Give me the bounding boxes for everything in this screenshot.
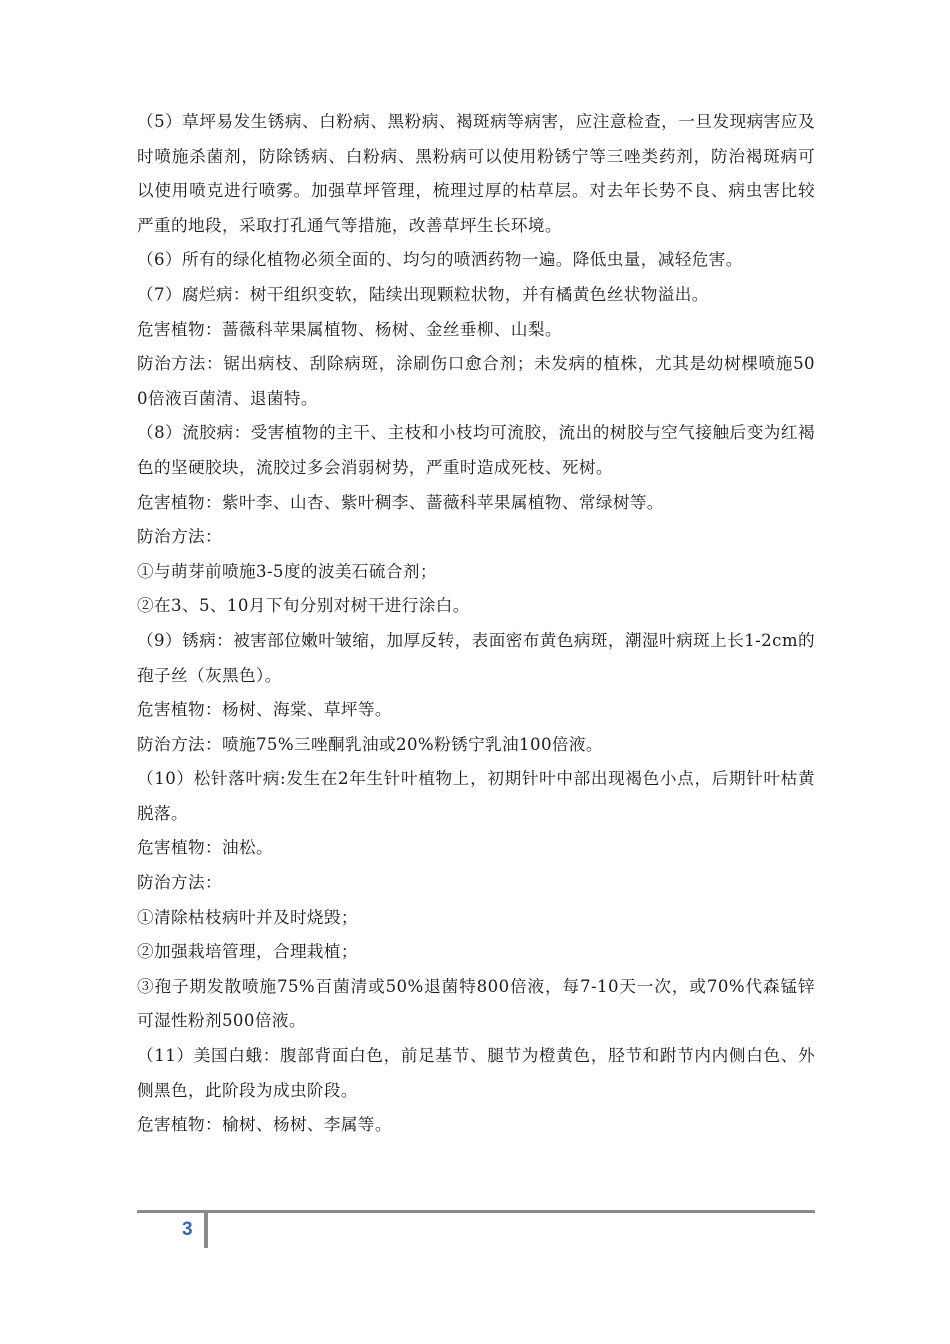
paragraph-5-lawn-diseases: （5）草坪易发生锈病、白粉病、黑粉病、褐斑病等病害，应注意检查，一旦发现病害应及时喷施杀菌剂，防除锈病、白粉病、黑粉病可以使用粉锈宁等三唑类药剂，防治褐斑病可以使用喷克进行喷雾。加强草坪管理，梳理过厚的枯草层。对去年长势不良、病虫害比较严重的地段，采取打孔通气等措施，改善草坪生长环境。 xyxy=(137,112,815,235)
paragraph-8-treatment-heading: 防治方法： xyxy=(137,527,222,547)
paragraph-11-fall-webworm: （11）美国白蛾：腹部背面白色，前足基节、腿节为橙黄色，胫节和跗节内内侧白色、外侧黑色，此阶段为成虫阶段。 xyxy=(137,1046,815,1100)
paragraph-10-affected-plants: 危害植物：油松。 xyxy=(137,838,273,858)
paragraph-10-needle-cast: （10）松针落叶病:发生在2年生针叶植物上，初期针叶中部出现褐色小点，后期针叶枯黄脱落。 xyxy=(137,769,815,823)
paragraph-7-treatment: 防治方法：锯出病枝、刮除病斑，涂刷伤口愈合剂；未发病的植株，尤其是幼树棵喷施500倍液百菌清、退菌特。 xyxy=(137,354,815,408)
paragraph-9-rust-disease: （9）锈病：被害部位嫩叶皱缩，加厚反转，表面密布黄色病斑，潮湿叶病斑上长1-2cm的孢子丝（灰黑色）。 xyxy=(137,630,815,685)
paragraph-9-treatment: 防治方法：喷施75%三唑酮乳油或20%粉锈宁乳油100倍液。 xyxy=(137,734,603,754)
paragraph-8-affected-plants: 危害植物：紫叶李、山杏、紫叶稠李、蔷薇科苹果属植物、常绿树等。 xyxy=(137,492,664,512)
page-footer xyxy=(137,1210,815,1250)
paragraph-7-affected-plants: 危害植物：蔷薇科苹果属植物、杨树、金丝垂柳、山梨。 xyxy=(137,319,562,339)
paragraph-8-treatment-step-1: ①与萌芽前喷施3-5度的波美石硫合剂； xyxy=(137,561,437,581)
paragraph-10-treatment-heading: 防治方法： xyxy=(137,873,222,893)
footer-divider xyxy=(204,1210,208,1248)
paragraph-10-treatment-step-1: ①清除枯枝病叶并及时烧毁； xyxy=(137,907,358,927)
paragraph-9-affected-plants: 危害植物：杨树、海棠、草坪等。 xyxy=(137,700,392,720)
page-number: 3 xyxy=(182,1219,193,1240)
paragraph-8-treatment-step-2: ②在3、5、10月下旬分别对树干进行涂白。 xyxy=(137,596,470,616)
paragraph-10-treatment-step-2: ②加强栽培管理，合理栽植； xyxy=(137,942,358,962)
document-body xyxy=(137,105,815,1143)
paragraph-7-rot-disease: （7）腐烂病：树干组织变软，陆续出现颗粒状物，并有橘黄色丝状物溢出。 xyxy=(137,284,709,304)
paragraph-10-treatment-step-3: ③孢子期发散喷施75%百菌清或50%退菌特800倍液，每7-10天一次，或70%代森锰锌可湿性粉剂500倍液。 xyxy=(137,976,815,1031)
paragraph-11-affected-plants: 危害植物：榆树、杨树、李属等。 xyxy=(137,1115,392,1135)
paragraph-8-gummosis: （8）流胶病：受害植物的主干、主枝和小枝均可流胶，流出的树胶与空气接触后变为红褐色的坚硬胶块，流胶过多会消弱树势，严重时造成死枝、死树。 xyxy=(137,423,815,477)
paragraph-6-spraying: （6）所有的绿化植物必须全面的、均匀的喷洒药物一遍。降低虫量，减轻危害。 xyxy=(137,250,743,270)
footer-rule xyxy=(137,1210,815,1213)
